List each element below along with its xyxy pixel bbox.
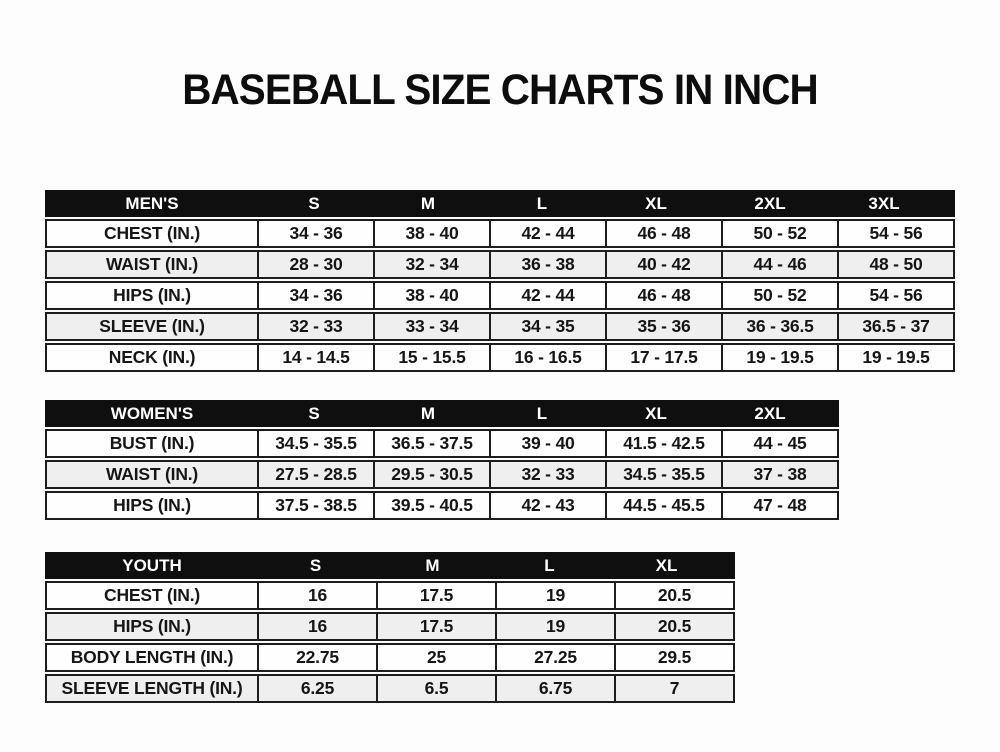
measurement-row [45,674,735,703]
size-value-cell: 19 [495,614,614,639]
measurement-row [45,250,955,279]
size-value-cell: 37 - 38 [721,462,837,487]
size-value-cell: 50 - 52 [721,283,837,308]
size-value-cell: 34 - 35 [489,314,605,339]
size-value-cell: 36.5 - 37 [837,314,953,339]
size-value-cell: 19 - 19.5 [837,345,953,370]
size-value-cell: 41.5 - 42.5 [605,431,721,456]
measurement-label: SLEEVE (IN.) [99,316,205,336]
size-value-cell: 27.25 [495,645,614,670]
size-value-cell: 32 - 33 [489,462,605,487]
measurement-row [45,312,955,341]
size-column-header: XL [645,193,667,213]
measurement-label: HIPS (IN.) [113,495,191,515]
page-title: BASEBALL SIZE CHARTS IN INCH [182,66,818,114]
measurement-label: WAIST (IN.) [105,464,199,484]
size-column-header: L [536,403,548,423]
size-value-cell: 42 - 44 [489,283,605,308]
womens-size-table [45,400,839,522]
measurement-row [45,491,839,520]
table-header-row [45,400,839,427]
size-column-header: 2XL [754,193,786,213]
size-value-cell: 29.5 - 30.5 [373,462,489,487]
size-value-cell: 16 - 16.5 [489,345,605,370]
youth-size-table [45,552,735,705]
measurement-row [45,219,955,248]
size-value-cell: 48 - 50 [837,252,953,277]
size-value-cell: 39 - 40 [489,431,605,456]
size-value-cell: 33 - 34 [373,314,489,339]
measurement-row [45,281,955,310]
size-value-cell: 16 [257,614,376,639]
size-value-cell: 32 - 33 [257,314,373,339]
measurement-label: WAIST (IN.) [105,254,199,274]
measurement-label: CHEST (IN.) [104,585,200,605]
size-value-cell: 35 - 36 [605,314,721,339]
size-value-cell: 25 [376,645,495,670]
size-value-cell: 34 - 36 [257,283,373,308]
size-column-header: 2XL [754,403,786,423]
size-column-header: XL [645,403,667,423]
size-value-cell: 50 - 52 [721,221,837,246]
measurement-row [45,581,735,610]
size-column-header: M [420,193,436,213]
size-value-cell: 7 [614,676,733,701]
size-value-cell: 44 - 45 [721,431,837,456]
size-column-header: 3XL [868,193,900,213]
size-value-cell: 36.5 - 37.5 [373,431,489,456]
size-value-cell: 6.75 [495,676,614,701]
size-value-cell: 42 - 43 [489,493,605,518]
measurement-label: BUST (IN.) [109,433,195,453]
size-value-cell: 36 - 38 [489,252,605,277]
size-column-header: L [536,193,548,213]
table-group-label: WOMEN'S [110,403,194,423]
measurement-row [45,612,735,641]
mens-size-table [45,190,955,374]
size-column-header: L [544,555,555,575]
size-column-header: M [425,555,440,575]
size-value-cell: 14 - 14.5 [257,345,373,370]
size-value-cell: 46 - 48 [605,221,721,246]
size-column-header: S [309,555,322,575]
size-value-cell: 36 - 36.5 [721,314,837,339]
measurement-row [45,429,839,458]
size-value-cell: 34.5 - 35.5 [257,431,373,456]
size-value-cell: 19 - 19.5 [721,345,837,370]
size-value-cell: 29.5 [614,645,733,670]
size-value-cell: 34.5 - 35.5 [605,462,721,487]
measurement-label: SLEEVE LENGTH (IN.) [61,678,243,698]
size-column-header: S [308,193,320,213]
size-value-cell: 6.5 [376,676,495,701]
size-value-cell: 39.5 - 40.5 [373,493,489,518]
size-value-cell: 42 - 44 [489,221,605,246]
size-value-cell: 44.5 - 45.5 [605,493,721,518]
size-value-cell: 37.5 - 38.5 [257,493,373,518]
size-value-cell: 34 - 36 [257,221,373,246]
size-value-cell: 32 - 34 [373,252,489,277]
size-value-cell: 17.5 [376,614,495,639]
size-value-cell: 20.5 [614,583,733,608]
size-column-header: S [308,403,320,423]
table-group-label: MEN'S [125,193,179,213]
size-value-cell: 16 [257,583,376,608]
measurement-row [45,460,839,489]
measurement-label: HIPS (IN.) [113,616,191,636]
size-value-cell: 47 - 48 [721,493,837,518]
measurement-label: NECK (IN.) [108,347,196,367]
size-value-cell: 19 [495,583,614,608]
measurement-row [45,643,735,672]
measurement-label: HIPS (IN.) [113,285,191,305]
table-header-row [45,190,955,217]
size-value-cell: 40 - 42 [605,252,721,277]
size-value-cell: 17.5 [376,583,495,608]
measurement-row [45,343,955,372]
table-header-row [45,552,735,579]
table-group-label: YOUTH [122,555,182,575]
size-value-cell: 22.75 [257,645,376,670]
measurement-label: CHEST (IN.) [104,223,200,243]
measurement-label: BODY LENGTH (IN.) [70,647,234,667]
size-value-cell: 27.5 - 28.5 [257,462,373,487]
size-value-cell: 46 - 48 [605,283,721,308]
size-value-cell: 15 - 15.5 [373,345,489,370]
size-value-cell: 44 - 46 [721,252,837,277]
size-value-cell: 38 - 40 [373,221,489,246]
size-value-cell: 6.25 [257,676,376,701]
size-value-cell: 28 - 30 [257,252,373,277]
size-column-header: M [420,403,436,423]
size-value-cell: 20.5 [614,614,733,639]
size-value-cell: 54 - 56 [837,221,953,246]
size-column-header: XL [655,555,678,575]
size-value-cell: 54 - 56 [837,283,953,308]
size-value-cell: 17 - 17.5 [605,345,721,370]
size-value-cell: 38 - 40 [373,283,489,308]
